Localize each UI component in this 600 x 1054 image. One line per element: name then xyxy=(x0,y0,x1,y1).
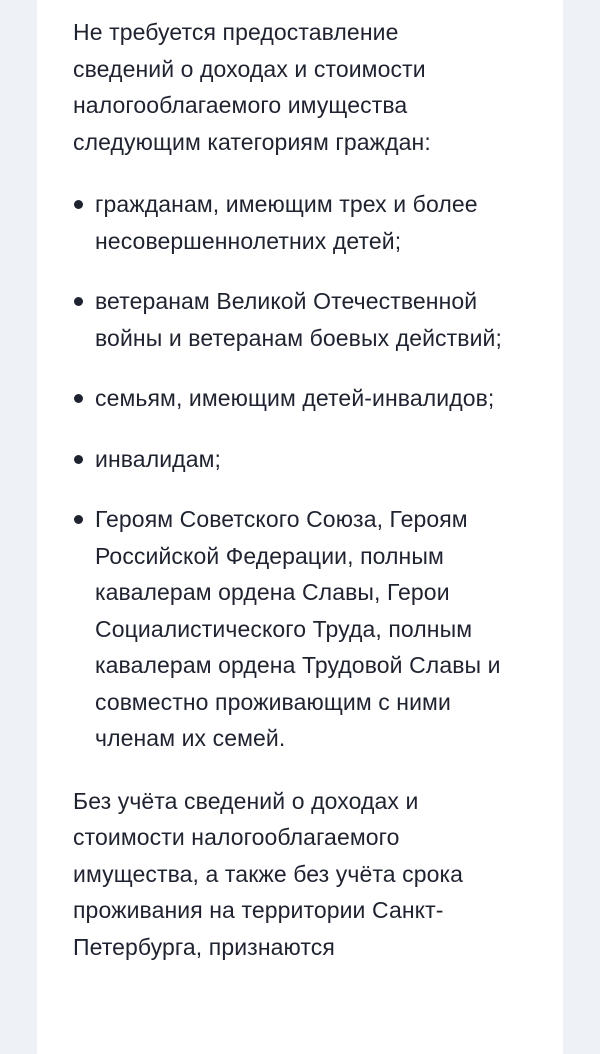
list-item-text: гражданам, имеющим трех и более несовершеннолетних детей; xyxy=(95,191,478,254)
bullet-icon xyxy=(73,186,95,209)
list-item xyxy=(73,441,527,478)
list-item-text: Героям Советского Союза, Героям Российской Федерации, полным кавалерам ордена Славы, Герои Социалистического Труда, полным кавалерам ордена Трудовой Славы и совместно проживающим с ними членам их семей. xyxy=(95,506,501,751)
categories-list xyxy=(73,186,527,757)
list-item-text: семьям, имеющим детей-инвалидов; xyxy=(95,385,495,411)
list-item xyxy=(73,186,527,259)
list-item xyxy=(73,501,527,757)
outro-paragraph: Без учёта сведений о доходах и стоимости налогооблагаемого имущества, а также без учёта срока проживания на территории Санкт-Петербурга, признаются xyxy=(73,787,464,960)
list-item xyxy=(73,283,527,356)
bullet-icon xyxy=(73,441,95,464)
list-item-text: ветеранам Великой Отечественной войны и ветеранам боевых действий; xyxy=(95,288,502,351)
bullet-icon xyxy=(73,380,95,403)
list-item xyxy=(73,380,527,417)
intro-paragraph: Не требуется предоставление сведений о доходах и стоимости налогооблагаемого имущества следующим категориям граждан: xyxy=(73,19,431,155)
bullet-icon xyxy=(73,283,95,306)
list-item-text: инвалидам; xyxy=(95,445,221,472)
bullet-icon xyxy=(73,501,95,524)
content-card xyxy=(37,0,563,1054)
